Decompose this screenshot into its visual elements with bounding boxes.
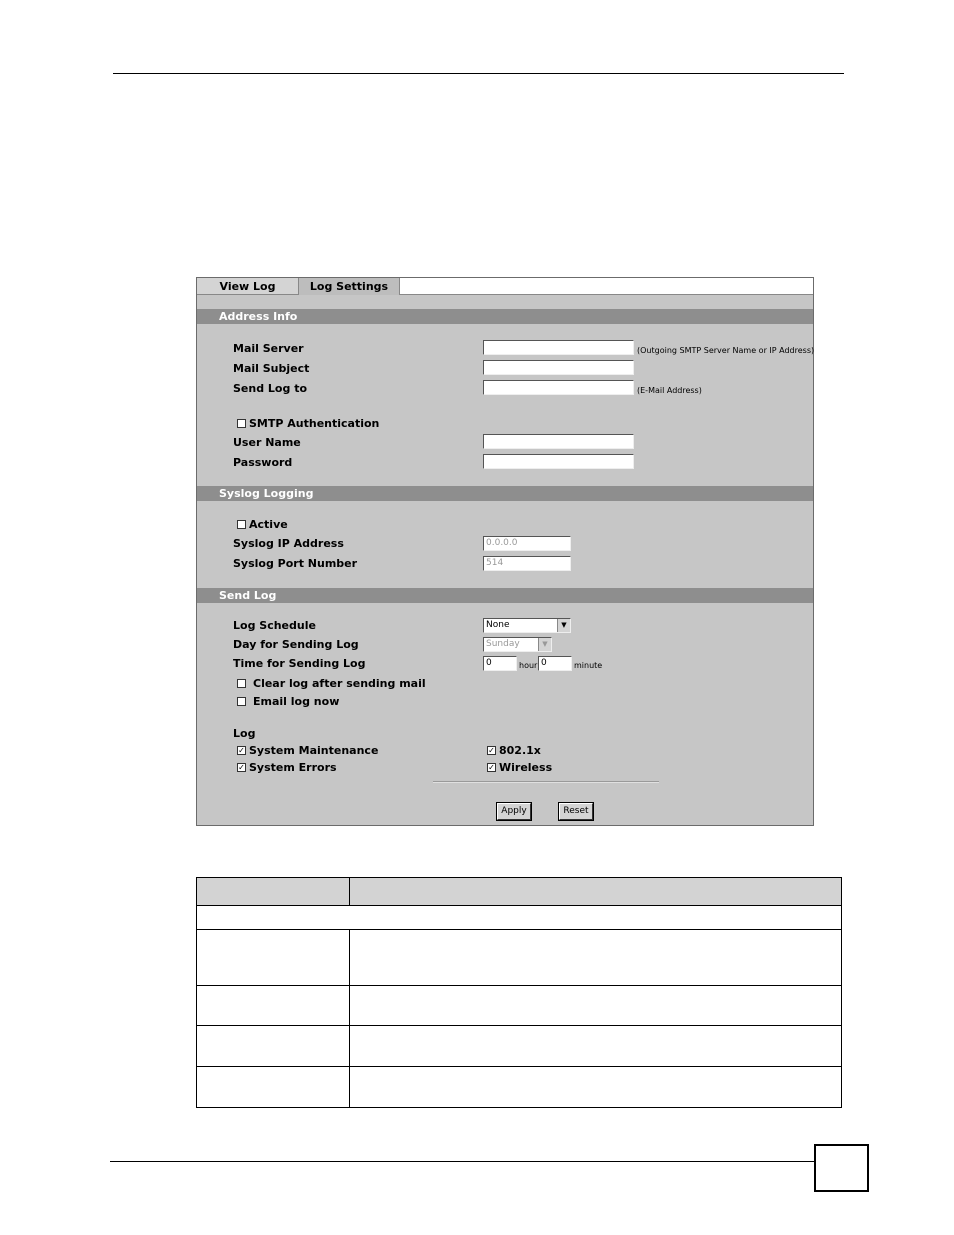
log-schedule-value: None xyxy=(486,620,510,630)
log-settings-screenshot xyxy=(196,277,814,826)
log-schedule-label: Log Schedule xyxy=(233,619,316,632)
log-group-title: Log xyxy=(233,727,256,740)
password-label: Password xyxy=(233,456,293,469)
tab-bar-underline xyxy=(400,294,813,295)
clear-log-checkbox[interactable] xyxy=(237,679,246,688)
wireless-checkbox[interactable]: ✓ xyxy=(488,763,495,772)
mail-subject-input[interactable] xyxy=(483,360,634,375)
mail-server-label: Mail Server xyxy=(233,342,304,355)
table-cell xyxy=(350,1067,842,1108)
page-number-box xyxy=(814,1144,869,1192)
time-for-sending-label: Time for Sending Log xyxy=(233,657,366,670)
section-send-log: Send Log xyxy=(197,588,813,603)
log-schedule-select[interactable] xyxy=(483,618,571,633)
syslog-active-label: Active xyxy=(249,518,288,531)
table-cell xyxy=(197,930,350,986)
apply-button[interactable]: Apply xyxy=(497,803,531,820)
table-row xyxy=(197,1067,842,1108)
password-input[interactable] xyxy=(483,454,634,469)
minute-input[interactable]: 0 xyxy=(538,656,572,671)
minute-unit: minute xyxy=(574,661,603,670)
table-section-cell xyxy=(197,906,842,930)
dot1x-label: 802.1x xyxy=(499,744,541,757)
smtp-authentication-label: SMTP Authentication xyxy=(249,417,380,430)
smtp-authentication-checkbox[interactable] xyxy=(237,419,246,428)
dot1x-checkbox[interactable]: ✓ xyxy=(488,746,495,755)
wireless-label: Wireless xyxy=(499,761,553,774)
user-name-label: User Name xyxy=(233,436,301,449)
email-log-now-label: Email log now xyxy=(253,695,340,708)
table-header-cell xyxy=(350,878,842,906)
footer-rule xyxy=(110,1161,814,1162)
table-row xyxy=(197,930,842,986)
day-for-sending-value: Sunday xyxy=(486,639,520,649)
chevron-down-icon[interactable]: ▼ xyxy=(557,619,570,632)
table-cell xyxy=(197,986,350,1026)
send-log-to-input[interactable] xyxy=(483,380,634,395)
button-separator xyxy=(433,781,659,783)
table-cell xyxy=(350,986,842,1026)
mail-server-hint: (Outgoing SMTP Server Name or IP Address) xyxy=(637,346,815,355)
section-syslog-logging: Syslog Logging xyxy=(197,486,813,501)
mail-subject-label: Mail Subject xyxy=(233,362,310,375)
table-cell xyxy=(350,1026,842,1067)
day-for-sending-select[interactable] xyxy=(483,637,552,652)
system-maintenance-checkbox[interactable]: ✓ xyxy=(238,746,245,755)
table-header-row xyxy=(197,878,842,906)
table-header-cell xyxy=(197,878,350,906)
system-maintenance-label: System Maintenance xyxy=(249,744,379,757)
hour-unit: hour xyxy=(519,661,538,670)
syslog-ip-label: Syslog IP Address xyxy=(233,537,344,550)
email-log-now-checkbox[interactable] xyxy=(237,697,246,706)
syslog-port-input[interactable]: 514 xyxy=(483,556,571,571)
description-table xyxy=(196,877,842,1108)
syslog-port-label: Syslog Port Number xyxy=(233,557,358,570)
section-address-info: Address Info xyxy=(197,309,813,324)
tab-view-log[interactable]: View Log xyxy=(197,278,299,295)
day-for-sending-label: Day for Sending Log xyxy=(233,638,359,651)
send-log-to-label: Send Log to xyxy=(233,382,308,395)
table-row xyxy=(197,986,842,1026)
table-cell xyxy=(197,1067,350,1108)
chevron-down-icon[interactable]: ▼ xyxy=(538,638,551,651)
table-section-row xyxy=(197,906,842,930)
user-name-input[interactable] xyxy=(483,434,634,449)
reset-button[interactable]: Reset xyxy=(559,803,593,820)
mail-server-input[interactable] xyxy=(483,340,634,355)
system-errors-checkbox[interactable]: ✓ xyxy=(238,763,245,772)
tab-log-settings[interactable]: Log Settings xyxy=(299,278,400,295)
syslog-ip-input[interactable]: 0.0.0.0 xyxy=(483,536,571,551)
table-row xyxy=(197,1026,842,1067)
table-cell xyxy=(197,1026,350,1067)
syslog-active-checkbox[interactable] xyxy=(237,520,246,529)
hour-input[interactable]: 0 xyxy=(483,656,517,671)
header-rule xyxy=(113,73,844,74)
clear-log-label: Clear log after sending mail xyxy=(253,677,426,690)
table-cell xyxy=(350,930,842,986)
send-log-to-hint: (E-Mail Address) xyxy=(637,386,702,395)
system-errors-label: System Errors xyxy=(249,761,337,774)
tab-bar xyxy=(197,278,813,295)
